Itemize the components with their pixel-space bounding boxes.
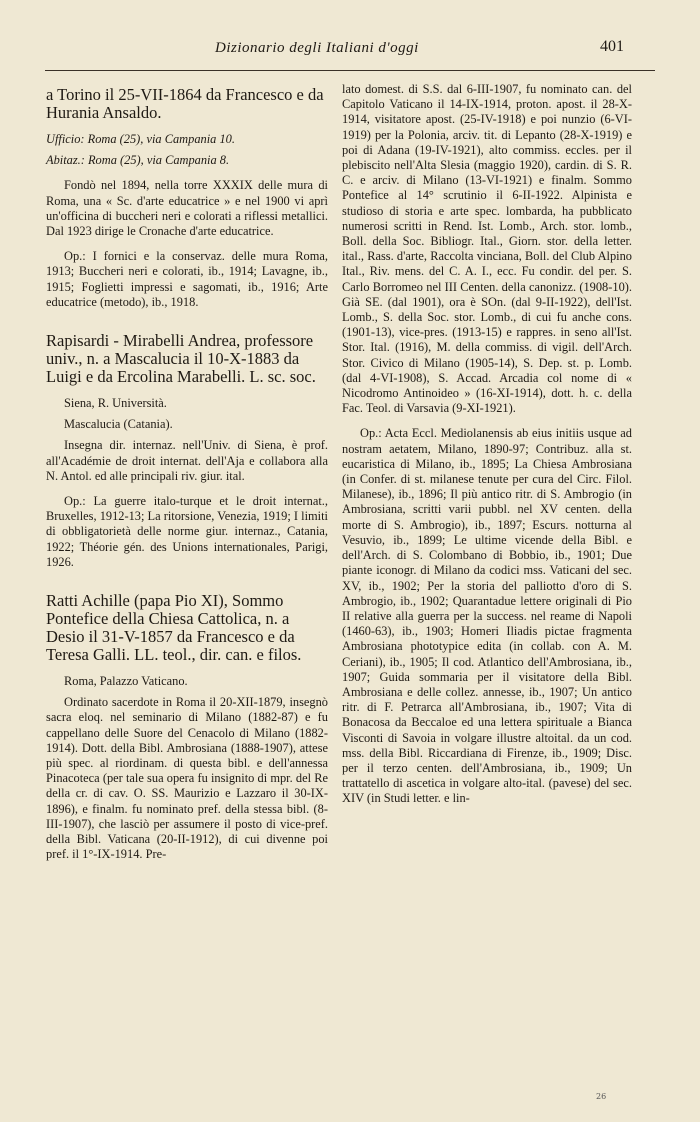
running-header-title: Dizionario degli Italiani d'oggi [215,40,419,56]
entry-works: Op.: I fornici e la conservaz. delle mura Roma, 1913; Buccheri neri e colorati, ib., 1914; Lavagne, ib., 1915; Foglietti impressi e sagomati, ib., 1916; Arte educatrice (metodo), ib., 1918. [46,249,328,309]
entry-biography: Insegna dir. internaz. nell'Univ. di Siena, è prof. all'Académie de droit internat. dell'Aja e collabora alla N. Antol. ed alle principali riv. giur. ital. [46,438,328,483]
right-column [342,82,632,807]
entry-address: Roma, Palazzo Vaticano. [64,674,188,689]
home-address: Abitaz.: Roma (25), via Campania 8. [46,153,230,168]
signature-mark: 26 [596,1092,607,1101]
entry-biography: Fondò nel 1894, nella torre XXXIX delle mura di Roma, una « Sc. d'arte educatrice » e nel 1900 vi aprì un'officina di buccheri neri e colorati a riflessi metallici. Dal 1923 dirige le Cronache d'arte educatrice. [46,178,328,239]
office-address: Ufficio: Roma (25), via Campania 10. [46,132,235,146]
entry-heading-ratti: Ratti Achille (papa Pio XI), Sommo Pontefice della Chiesa Cattolica, n. a Desio il 31-V-1857 da Francesco e da Teresa Galli. LL. teol., dir. can. e filos. [46,591,302,665]
header-rule [45,70,655,71]
page-number: 401 [600,38,624,55]
entry-birth-line: a Torino il 25-VII-1864 da Francesco e da Hurania Ansaldo. [46,85,324,122]
entry-biography: Ordinato sacerdote in Roma il 20-XII-1879, insegnò sacra eloq. nel seminario di Milano (1882-87) e fu cappellano delle Suore del Cenacolo di Milano (1882-1914). Dott. della Bibl. Ambrosiana (1888-1907), attese più spec. al riordinam. di questa bibl. e dell'annessa Pinacoteca (per tale sua opera fu insignito di mpr. del Re della cr. di cav. O. SS. Maurizio e Lazzaro il 30-IX-1896), e finalm. fu nominato pref. della stessa bibl. (8-III-1907), che lasciò per assumere il posto di vice-pref. della Bibl. Vaticana (20-II-1912), di cui divenne poi pref. il 1°-IX-1914. Pre- [46,695,328,862]
entry-address: Mascalucia (Catania). [64,417,173,432]
entry-heading-rapisardi: Rapisardi - Mirabelli Andrea, professore univ., n. a Mascalucia il 10-X-1883 da Luigi e da Ercolina Marabelli. L. sc. soc. [46,331,316,387]
entry-biography-continued: lato domest. di S.S. dal 6-III-1907, fu nominato can. del Capitolo Vaticano il 14-IX-1914, proton. apost. il 28-X-1914, visitatore apost. (25-IV-1918) e poi nunzio (6-VI-1919) per la Polonia, arciv. tit. di Lepanto (28-X-1919) e poi di Adana (19-IV-1921), alto commiss. eccles. per il plebiscito nell'Alta Slesia (maggio 1920), cardin. di S. R. C. e arciv. di Milano (13-VI-1921) e finalm. Sommo Pontefice al 14° scrutinio il 6-II-1922. Alpinista e studioso di storia e arte spec. lombarda, ha pubblicato numerosi scritti in Rend. Ist. Lomb., Arch. stor. lomb., Boll. della Soc. Bibliogr. Ital., Giorn. stor. della letter. ital., Rass. d'arte, Raccolta vinciana, Boll. del Club Alpino Ital., Riv. mens. del C. A. I., ecc. Fu condir. del per. S. Carlo Borromeo nel III Centen. della canonizz. (1908-10). Già SE. (dal 1901), ora è SOn. (dal 9-II-1922), dell'Ist. Lomb., S. della Soc. stor. Lomb., di cui fu anche cons. (1901-13), vice-pres. (1913-15) e rappres. in seno all'Ist. Stor. Ital. (1916), M. della commiss. di vigil. dell'Arch. Stor. Civico di Milano (1905-14), S. Dep. st. p. Lomb. (dal 4-VI-1908), S. Accad. Arcadia col nome di « Nicodromo Antinoideo » (16-XI-1914), dott. h. c. della Fac. Teol. di Varsavia (9-XI-1921). [342,82,632,416]
entry-works: Op.: La guerre italo-turque et le droit internat., Bruxelles, 1912-13; La ritorsione, Venezia, 1919; I limiti di obbligatorietà delle norme giur. internaz., Catania, 1922; Théorie gén. des Unions internationales, Parigi, 1926. [46,494,328,569]
entry-works: Op.: Acta Eccl. Mediolanensis ab eius initiis usque ad nostram aetatem, Milano, 1890-97; Contribuz. alla st. eucaristica di Milano, ib., 1895; La Chiesa Ambrosiana (in Confer. di st. milanese tenute per cura del Circ. Filol. Milanese), ib., 1896; Il più antico ritr. di S. Ambrogio (in Ambrosiana, scritti varii pubbl. nel XV centen. della morte di S. Ambrogio), ib., 1897; Escurs. notturna al Vesuvio, ib., 1899; Le ultime vicende della Bibl. e dell'Arch. di S. Colombano di Bobbio, ib., 1901; Due piante iconogr. di Milano da codici mss. Vaticani del sec. XV, ib., 1902; Per la storia del palliotto d'oro di S. Ambrogio, ib., 1902; Quarantadue lettere originali di Pio II relative alla guerra per la success. nel reame di Napoli (1460-63), ib., 1903; Homeri Iliadis pictae fragmenta Ambrosiana phototypice edita (in collab. con A. M. Ceriani), ib., 1905; Il cod. Atlantico dell'Ambrosiana, ib., 1907; Guida sommaria per il visitatore della Bibl. Ambrosiana e delle collez. annesse, ib., 1907; Un antico ritr. di F. Petrarca all'Ambrosiana, ib., 1907; Vita di Bonacosa da Beccaloe ed una lettera spirituale a Bianca Visconti di Savoia in volgare illustre altoital. da un cod. mss. della Bibl. Riccardiana di Firenze, ib., 1909; Disc. per il terzo centen. dell'Ambrosiana, ib., 1909; Un trattatello di ascetica in volgare alto-ital. (pavese) del sec. XIV (in Studi letter. e lin- [342,426,632,806]
entry-address: Siena, R. Università. [64,396,167,411]
left-column [46,86,328,863]
